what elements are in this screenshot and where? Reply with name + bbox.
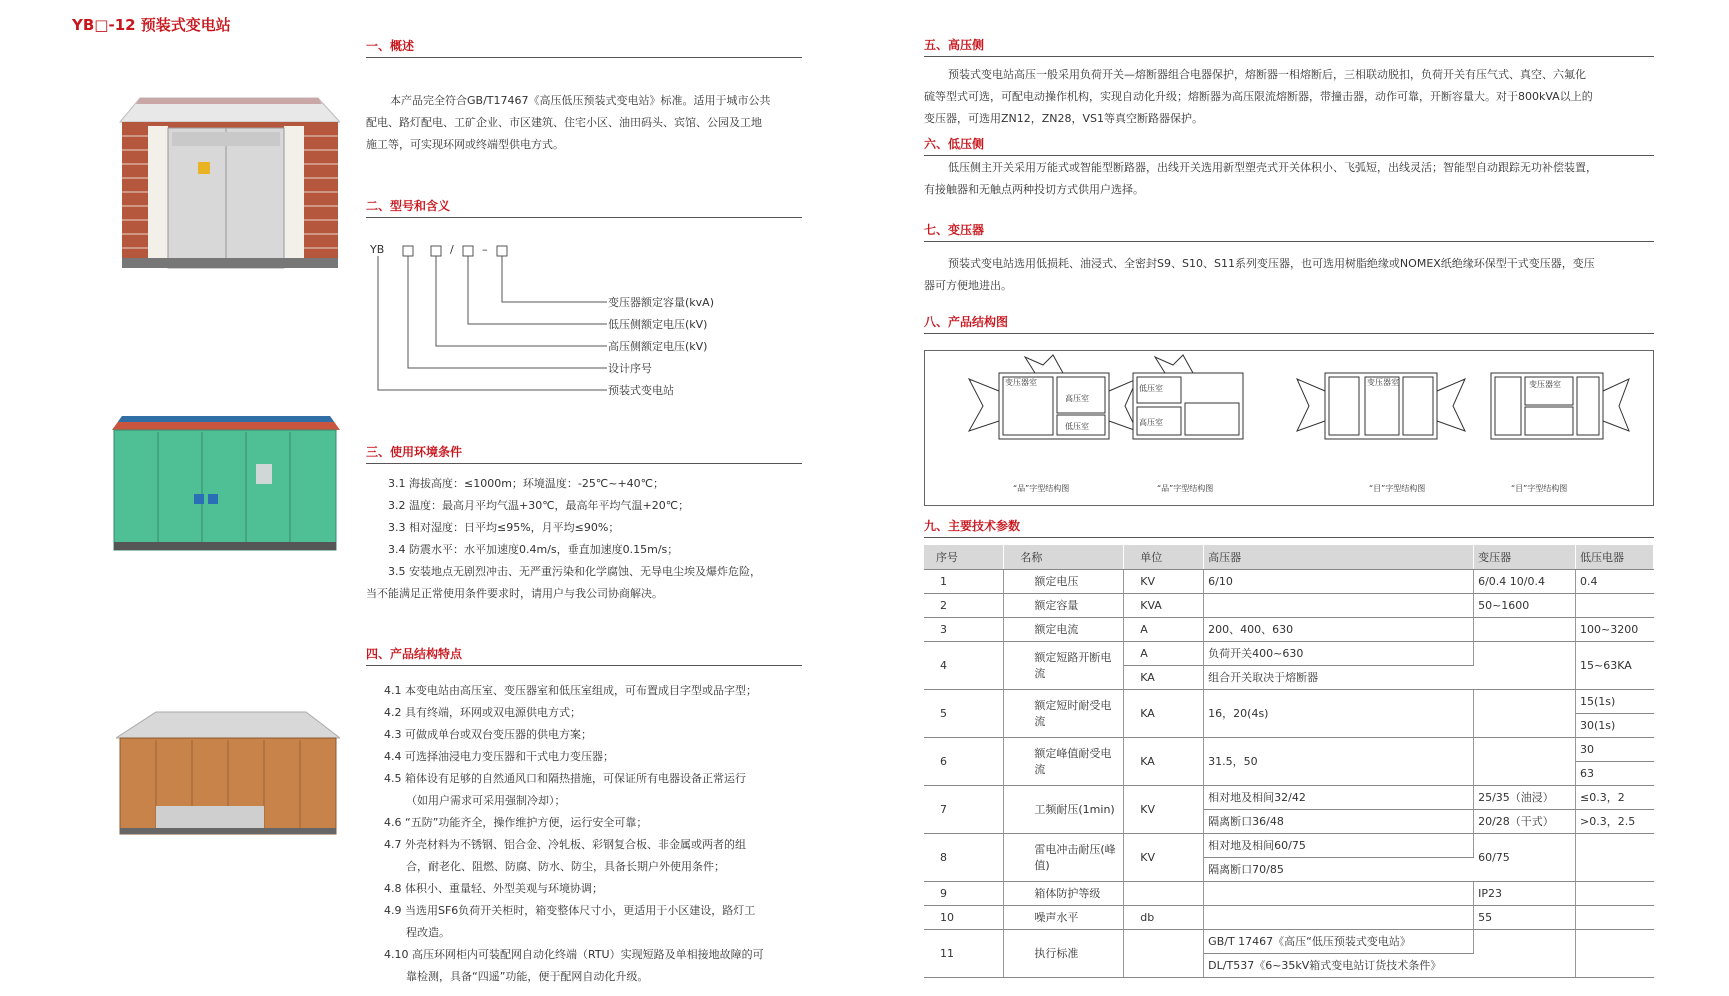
hv-line: 变压器，可选用ZN12，ZN28，VS1等真空断路器保护。	[924, 112, 1204, 125]
table-row	[924, 737, 1654, 761]
env-item: 3.5 安装地点无剧烈冲击、无严重污染和化学腐蚀、无导电尘埃及爆炸危险，	[388, 565, 761, 578]
cell: 15(1s)	[1575, 689, 1653, 713]
cell: KV	[1124, 569, 1204, 593]
cell: 箱体防护等级	[1004, 881, 1124, 905]
cell: 额定电流	[1004, 617, 1124, 641]
cell: 3	[924, 617, 1004, 641]
room-label: 变压器室	[1367, 378, 1399, 387]
cell: 0.4	[1575, 569, 1653, 593]
cell: 200、400、630	[1204, 617, 1474, 641]
cell: ≤0.3，2	[1575, 785, 1653, 809]
table-row	[924, 881, 1654, 905]
section-model-heading: 二、型号和含义	[366, 197, 802, 218]
cell: 5	[924, 689, 1004, 737]
col-header: 高压器	[1204, 545, 1474, 569]
cell: IP23	[1474, 881, 1576, 905]
cell: 6/10	[1204, 569, 1474, 593]
section-features-heading: 四、产品结构特点	[366, 645, 802, 666]
table-row	[924, 617, 1654, 641]
cell: 30	[1575, 737, 1653, 761]
col-header: 变压器	[1474, 545, 1576, 569]
cell: 额定峰值耐受电流	[1004, 737, 1124, 785]
feature-item: 4.10 高压环网柜内可装配网自动化终端（RTU）实现短路及单相接地故障的可	[384, 948, 764, 961]
product-image-green	[108, 414, 340, 554]
feature-item: 合，耐老化、阻燃、防腐、防水、防尘，具备长期户外使用条件；	[406, 860, 725, 873]
structure-caption: “品”字型结构图	[1157, 484, 1214, 493]
cell	[1204, 905, 1474, 929]
cell: db	[1124, 905, 1204, 929]
col-header: 低压电器	[1575, 545, 1653, 569]
hv-line: 硫等型式可选，可配电动操作机构，实现自动化升级；熔断器为高压限流熔断器，带撞击器，动作可靠，开断容量大。对于800kVA以上的	[924, 90, 1593, 103]
cell: 隔离断口36/48	[1204, 809, 1474, 833]
cell: 50~1600	[1474, 593, 1576, 617]
room-label: 变压器室	[1005, 378, 1037, 387]
cell: 63	[1575, 761, 1653, 785]
cell: 额定电压	[1004, 569, 1124, 593]
cell	[1575, 905, 1653, 929]
col-header: 单位	[1124, 545, 1204, 569]
cell	[1474, 641, 1576, 689]
env-item: 3.2 温度：最高月平均气温+30℃，最高年平均气温+20℃；	[388, 499, 690, 512]
transformer-line: 器可方便地进出。	[924, 279, 1012, 292]
model-code-sep1: /	[450, 243, 454, 256]
table-row	[924, 593, 1654, 617]
feature-item: 4.4 可选择油浸电力变压器和干式电力变压器；	[384, 750, 614, 763]
cell: 4	[924, 641, 1004, 689]
feature-item: 4.7 外壳材料为不锈钢、铝合金、冷轧板、彩钢复合板、非金属或两者的组	[384, 838, 746, 851]
model-code-yb: YB	[370, 243, 385, 256]
cell	[1474, 737, 1576, 785]
cell: KV	[1124, 833, 1204, 881]
cell: 负荷开关400~630	[1204, 641, 1474, 665]
cell: 20/28（干式）	[1474, 809, 1576, 833]
feature-item: 4.2 具有终端，环网或双电源供电方式；	[384, 706, 581, 719]
cell: 6/0.4 10/0.4	[1474, 569, 1576, 593]
model-label: 预装式变电站	[608, 384, 674, 397]
cell: KV	[1124, 785, 1204, 833]
cell	[1575, 833, 1653, 881]
table-row	[924, 833, 1654, 857]
col-header: 名称	[1004, 545, 1124, 569]
cell: KA	[1124, 689, 1204, 737]
table-row	[924, 569, 1654, 593]
product-image-wood	[116, 708, 340, 838]
cell: 16，20(4s)	[1204, 689, 1474, 737]
cell: KA	[1124, 665, 1204, 689]
cell: 100~3200	[1575, 617, 1653, 641]
feature-item: 4.3 可做成单台或双台变压器的供电方案；	[384, 728, 592, 741]
transformer-text	[924, 253, 1664, 297]
cell	[1124, 929, 1204, 977]
overview-line: 施工等，可实现环网或终端型供电方式。	[366, 138, 564, 151]
features-list	[384, 680, 804, 988]
cell: 额定容量	[1004, 593, 1124, 617]
lv-line: 低压侧主开关采用万能式或智能型断路器，出线开关选用新型塑壳式开关体积小、飞弧短，出线灵活；智能型自动跟踪无功补偿装置，	[948, 161, 1597, 174]
cell: 相对地及相间32/42	[1204, 785, 1474, 809]
feature-item: 程改造。	[406, 926, 450, 939]
model-label: 高压侧额定电压(kV)	[608, 340, 708, 353]
cell: KVA	[1124, 593, 1204, 617]
feature-item: 4.1 本变电站由高压室、变压器室和低压室组成，可布置成目字型或品字型；	[384, 684, 757, 697]
structure-caption: “目”字型结构图	[1511, 484, 1568, 493]
cell	[1204, 593, 1474, 617]
cell	[1575, 593, 1653, 617]
model-label: 变压器额定容量(kvA)	[608, 296, 714, 309]
model-code-sep2: –	[482, 243, 488, 256]
section-params-heading: 九、主要技术参数	[924, 517, 1654, 538]
cell: >0.3，2.5	[1575, 809, 1653, 833]
room-label: 低压室	[1139, 384, 1163, 393]
section-hv-heading: 五、高压侧	[924, 36, 1654, 57]
feature-item: 4.5 箱体设有足够的自然通风口和隔热措施，可保证所有电器设备正常运行	[384, 772, 746, 785]
cell	[1474, 689, 1576, 737]
cell	[1575, 929, 1653, 977]
env-item: 3.1 海拔高度：≤1000m；环境温度：-25℃~+40℃；	[388, 477, 665, 490]
cell: A	[1124, 617, 1204, 641]
params-table	[924, 545, 1654, 978]
cell: 30(1s)	[1575, 713, 1653, 737]
cell: 11	[924, 929, 1004, 977]
cell: 7	[924, 785, 1004, 833]
cell	[1575, 881, 1653, 905]
cell: 8	[924, 833, 1004, 881]
env-item: 3.4 防震水平：水平加速度0.4m/s，垂直加速度0.15m/s；	[388, 543, 679, 556]
cell: 31.5，50	[1204, 737, 1474, 785]
feature-item: 4.9 当选用SF6负荷开关柜时，箱变整体尺寸小，更适用于小区建设，路灯工	[384, 904, 756, 917]
product-image-brick	[108, 92, 340, 272]
cell: 工频耐压(1min)	[1004, 785, 1124, 833]
model-label: 低压侧额定电压(kV)	[608, 318, 708, 331]
room-label: 高压室	[1139, 418, 1163, 427]
room-label: 变压器室	[1529, 380, 1561, 389]
cell: 雷电冲击耐压(峰值)	[1004, 833, 1124, 881]
room-label: 高压室	[1065, 394, 1089, 403]
model-label: 设计序号	[608, 362, 652, 375]
structure-caption: “品”字型结构图	[1013, 484, 1070, 493]
cell	[1474, 617, 1576, 641]
lv-line: 有接触器和无触点两种投切方式供用户选择。	[924, 183, 1144, 196]
cell	[1474, 929, 1576, 977]
cell: 55	[1474, 905, 1576, 929]
cell: DL/T537《6~35kV箱式变电站订货技术条件》	[1204, 953, 1474, 977]
cell: 6	[924, 737, 1004, 785]
cell: 1	[924, 569, 1004, 593]
overview-line: 配电、路灯配电、工矿企业、市区建筑、住宅小区、油田码头、宾馆、公园及工地	[366, 116, 762, 129]
cell	[1204, 881, 1474, 905]
feature-item: 4.8 体积小、重量轻、外型美观与环境协调；	[384, 882, 603, 895]
cell: 相对地及相间60/75	[1204, 833, 1474, 857]
hv-text	[924, 64, 1664, 130]
overview-text	[366, 90, 806, 156]
cell: 额定短时耐受电流	[1004, 689, 1124, 737]
section-transformer-heading: 七、变压器	[924, 221, 1654, 242]
cell: 15~63KA	[1575, 641, 1653, 689]
section-structure-heading: 八、产品结构图	[924, 313, 1654, 334]
cell: 隔离断口70/85	[1204, 857, 1474, 881]
env-item: 当不能满足正常使用条件要求时，请用户与我公司协商解决。	[366, 587, 663, 600]
section-overview-heading: 一、概述	[366, 37, 802, 58]
feature-item: 靠检测，具备“四遥”功能，便于配网自动化升级。	[406, 970, 649, 983]
transformer-line: 预装式变电站选用低损耗、油浸式、全密封S9、S10、S11系列变压器，也可选用树脂绝缘或NOMEX纸绝缘环保型干式变压器，变压	[948, 257, 1595, 270]
cell: 10	[924, 905, 1004, 929]
table-row	[924, 905, 1654, 929]
feature-item: 4.6 “五防”功能齐全，操作维护方便，运行安全可靠；	[384, 816, 648, 829]
table-row	[924, 689, 1654, 713]
hv-line: 预装式变电站高压一般采用负荷开关—熔断器组合电器保护，熔断器一相熔断后，三相联动脱扣，负荷开关有压气式、真空、六氟化	[948, 68, 1586, 81]
overview-line: 本产品完全符合GB/T17467《高压低压预装式变电站》标准。适用于城市公共	[390, 94, 771, 107]
cell: 25/35（油浸）	[1474, 785, 1576, 809]
cell: GB/T 17467《高压“低压预装式变电站》	[1204, 929, 1474, 953]
table-header-row	[924, 545, 1654, 569]
section-lv-heading: 六、低压侧	[924, 135, 1654, 156]
cell: 9	[924, 881, 1004, 905]
structure-diagram-box	[924, 350, 1654, 506]
cell: 执行标准	[1004, 929, 1124, 977]
cell: 组合开关取决于熔断器	[1204, 665, 1474, 689]
table-row	[924, 641, 1654, 665]
lv-text	[924, 157, 1664, 201]
cell: 额定短路开断电流	[1004, 641, 1124, 689]
page-title: YB□-12 预装式变电站	[72, 16, 231, 34]
cell: KA	[1124, 737, 1204, 785]
cell: 噪声水平	[1004, 905, 1124, 929]
col-header: 序号	[924, 545, 1004, 569]
env-item: 3.3 相对湿度：日平均≤95%，月平均≤90%；	[388, 521, 620, 534]
feature-item: （如用户需求可采用强制冷却）；	[406, 794, 566, 807]
cell: A	[1124, 641, 1204, 665]
cell: 2	[924, 593, 1004, 617]
structure-caption: “目”字型结构图	[1369, 484, 1426, 493]
env-list	[366, 473, 806, 605]
section-env-heading: 三、使用环境条件	[366, 443, 802, 464]
cell	[1124, 881, 1204, 905]
room-label: 低压室	[1065, 422, 1089, 431]
table-row	[924, 929, 1654, 953]
cell: 60/75	[1474, 833, 1576, 881]
table-row	[924, 785, 1654, 809]
